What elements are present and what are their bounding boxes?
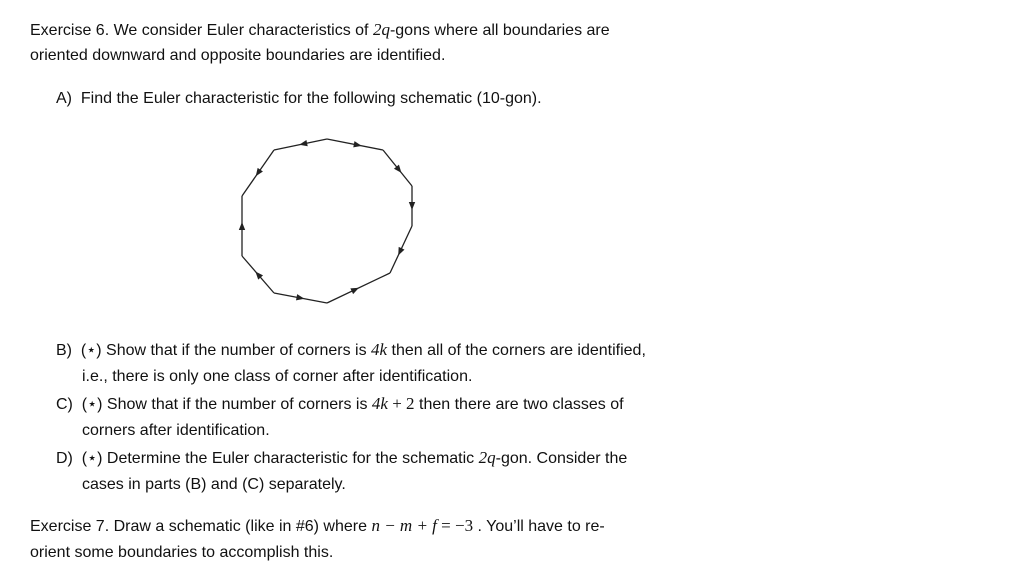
part-b-star: (⋆) <box>80 342 102 359</box>
part-c-math-plus-2: + 2 <box>387 394 415 413</box>
part-b-label: B) <box>56 342 72 359</box>
exercise-6-line-1 <box>30 20 610 41</box>
edge-arrow-icon <box>353 141 361 147</box>
edge-arrow-icon <box>398 247 404 256</box>
decagon-schematic <box>230 128 430 323</box>
part-c-line-1 <box>56 394 624 415</box>
part-a-label: A) <box>56 90 72 107</box>
edge-arrow-icon <box>350 288 359 294</box>
exercise-7-math-eq: = −3 <box>436 516 474 535</box>
exercise-6-intro-end: -gons where all boundaries are <box>389 22 610 39</box>
exercise-7-intro: Exercise 7. Draw a schematic (like in #6) where <box>30 518 372 535</box>
part-b-math-4k: 4k <box>371 340 388 359</box>
part-a <box>56 89 542 109</box>
part-b-line-1 <box>56 340 646 361</box>
edge-arrow-icon <box>256 168 263 176</box>
exercise-7-line-2: orient some boundaries to accomplish this. <box>30 544 334 561</box>
part-d-line-1 <box>56 448 627 469</box>
exercise-6-intro: Exercise 6. We consider Euler characteristics of <box>30 22 373 39</box>
part-b-text-end: then all of the corners are identified, <box>387 342 646 359</box>
part-c-text-end: then there are two classes of <box>414 396 624 413</box>
part-c-line-2: corners after identification. <box>82 422 270 439</box>
part-d-text: Determine the Euler characteristic for the schematic <box>106 450 479 467</box>
exercise-6-math-2q: 2q <box>372 20 390 39</box>
exercise-7-math-nmf: n − m + f <box>371 516 437 535</box>
edge-arrow-icon <box>296 294 304 300</box>
part-d-text-end: -gon. Consider the <box>495 450 628 467</box>
part-d-star: (⋆) <box>81 450 103 467</box>
part-b-line-2: i.e., there is only one class of corner after identification. <box>82 368 473 385</box>
part-c-star: (⋆) <box>81 396 103 413</box>
edge-arrow-icon <box>299 140 307 146</box>
part-c-math-4k: 4k <box>371 394 388 413</box>
exercise-6-line-2: oriented downward and opposite boundaries are identified. <box>30 47 446 64</box>
part-c-label: C) <box>56 396 73 413</box>
edge-arrow-icon <box>239 222 245 230</box>
part-c-text: Show that if the number of corners is <box>106 396 372 413</box>
part-d-line-2: cases in parts (B) and (C) separately. <box>82 476 346 493</box>
part-a-text: Find the Euler characteristic for the following schematic (10-gon). <box>80 90 542 107</box>
exercise-7-intro-end: . You’ll have to re- <box>473 518 605 535</box>
decagon-edges <box>242 139 412 303</box>
edge-arrow-icon <box>409 202 415 210</box>
part-b-text: Show that if the number of corners is <box>106 342 372 359</box>
part-d-label: D) <box>56 450 73 467</box>
exercise-7-line-1 <box>30 516 605 537</box>
part-d-math-2q: 2q <box>478 448 496 467</box>
decagon-arrows <box>239 140 415 300</box>
